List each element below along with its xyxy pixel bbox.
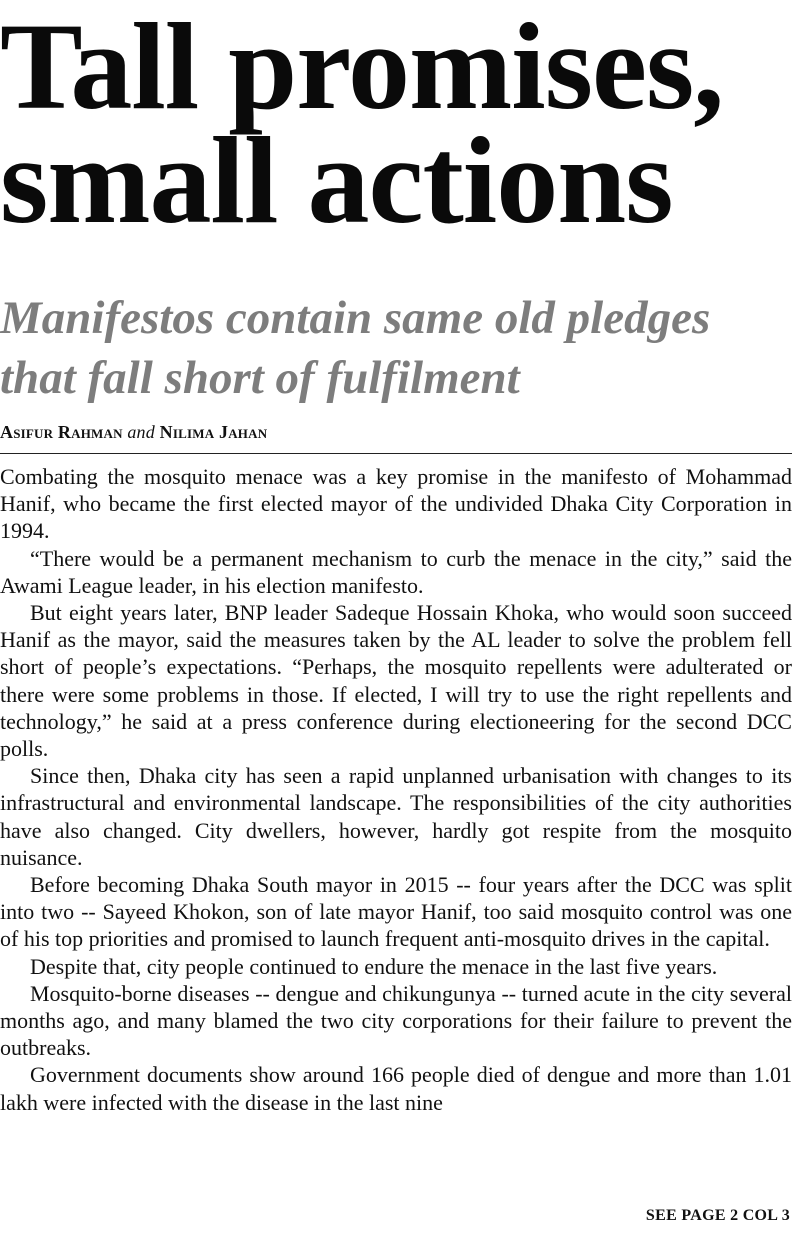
subheadline [0, 288, 792, 408]
article-body [0, 463, 792, 1116]
article-paragraph: Combating the mosquito menace was a key promise in the manifesto of Mohammad Hanif, who became the first elected mayor of the undivided Dhaka City Corporation in 1994. [0, 464, 792, 544]
article-paragraph: Since then, Dhaka city has seen a rapid unplanned urbanisation with changes to its infrastructural and environmental landscape. The responsibilities of the city authorities have also changed. City dwellers, however, hardly got respite from the mosquito nuisance. [0, 763, 792, 870]
headline-line-2: small actions [0, 112, 673, 249]
byline-conjunction: and [127, 422, 155, 442]
byline-author-1: Asifur Rahman [0, 422, 123, 442]
subheadline-line-2: that fall short of fulfilment [0, 352, 520, 404]
byline-author-2: Nilima Jahan [159, 422, 268, 442]
subheadline-line-1: Manifestos contain same old pledges [0, 292, 711, 344]
article-paragraph: Before becoming Dhaka South mayor in 2015 -- four years after the DCC was split into two -- Sayeed Khokon, son of late mayor Hanif, too said mosquito control was one of his top priorities and promised to launch frequent anti-mosquito drives in the capital. [0, 872, 792, 952]
headline [0, 0, 792, 249]
byline [0, 422, 267, 443]
article-paragraph: Mosquito-borne diseases -- dengue and chikungunya -- turned acute in the city several months ago, and many blamed the two city corporations for their failure to prevent the outbreaks. [0, 980, 792, 1061]
article-paragraph: Despite that, city people continued to endure the menace in the last five years. [30, 953, 718, 979]
continuation-jump-line[interactable]: SEE PAGE 2 COL 3 [645, 1207, 790, 1224]
byline-divider [0, 453, 792, 454]
article-paragraph: “There would be a permanent mechanism to curb the menace in the city,” said the Awami League leader, in his election manifesto. [0, 545, 792, 598]
article-paragraph: Government documents show around 166 people died of dengue and more than 1.01 lakh were infected with the disease in the last nine [0, 1062, 792, 1115]
headline-line-1: Tall promises, [0, 0, 724, 135]
article-paragraph: But eight years later, BNP leader Sadeque Hossain Khoka, who would soon succeed Hanif as the mayor, said the measures taken by the AL leader to solve the problem fell short of people’s expectations. “Perhaps, the mosquito repellents were adulterated or there were some problems in those. If elected, I will try to use the right repellents and technology,” he said at a press conference during electioneering for the second DCC polls. [0, 600, 792, 762]
